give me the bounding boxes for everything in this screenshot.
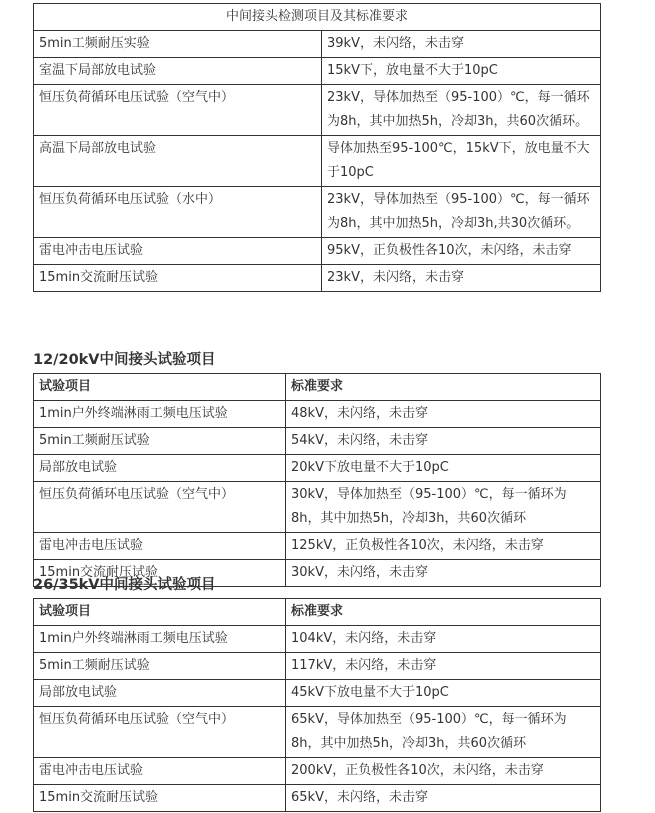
test-item-cell: 恒压负荷循环电压试验（水中） — [34, 187, 322, 238]
table-row — [34, 653, 601, 680]
test-item-cell: 5min工频耐压试验 — [34, 653, 286, 680]
table-row — [34, 482, 601, 533]
column-header-requirement: 标准要求 — [286, 599, 601, 626]
section-title-12-20kv: 12/20kV中间接头试验项目 — [33, 352, 216, 368]
table-row — [34, 680, 601, 707]
table-header-row — [34, 374, 601, 401]
requirement-cell: 95kV，正负极性各10次，未闪络，未击穿 — [322, 238, 601, 265]
requirement-cell: 23kV，导体加热至（95-100）℃，每一循环为8h，其中加热5h，冷却3h，共60次循环。 — [322, 85, 601, 136]
test-item-cell: 局部放电试验 — [34, 680, 286, 707]
table-row — [34, 401, 601, 428]
table-row — [34, 707, 601, 758]
requirement-cell: 30kV，未闪络，未击穿 — [286, 560, 601, 587]
table-row — [34, 136, 601, 187]
requirement-cell: 45kV下放电量不大于10pC — [286, 680, 601, 707]
table-row — [34, 187, 601, 238]
table-row — [34, 265, 601, 292]
test-item-cell: 恒压负荷循环电压试验（空气中） — [34, 707, 286, 758]
test-item-cell: 15min交流耐压试验 — [34, 785, 286, 812]
table-row — [34, 31, 601, 58]
requirement-cell: 65kV，未闪络，未击穿 — [286, 785, 601, 812]
table-caption: 中间接头检测项目及其标准要求 — [34, 4, 601, 31]
requirement-cell: 65kV，导体加热至（95-100）℃，每一循环为8h，其中加热5h，冷却3h，共60次循环 — [286, 707, 601, 758]
test-table-26-35kv — [33, 598, 601, 812]
table-caption-row — [34, 4, 601, 31]
test-item-cell: 局部放电试验 — [34, 455, 286, 482]
test-table-12-20kv — [33, 373, 601, 587]
requirement-cell: 54kV，未闪络，未击穿 — [286, 428, 601, 455]
requirement-cell: 23kV，导体加热至（95-100）℃，每一循环为8h，其中加热5h，冷却3h,共30次循环。 — [322, 187, 601, 238]
test-item-cell: 雷电冲击电压试验 — [34, 238, 322, 265]
table-row — [34, 785, 601, 812]
test-item-cell: 雷电冲击电压试验 — [34, 758, 286, 785]
test-item-cell: 雷电冲击电压试验 — [34, 533, 286, 560]
requirement-cell: 20kV下放电量不大于10pC — [286, 455, 601, 482]
test-item-cell: 15min交流耐压试验 — [34, 560, 286, 587]
requirement-cell: 15kV下，放电量不大于10pC — [322, 58, 601, 85]
table-row — [34, 238, 601, 265]
requirement-cell: 104kV，未闪络，未击穿 — [286, 626, 601, 653]
requirement-cell: 39kV，未闪络，未击穿 — [322, 31, 601, 58]
column-header-item: 试验项目 — [34, 374, 286, 401]
table-row — [34, 533, 601, 560]
requirement-cell: 117kV，未闪络，未击穿 — [286, 653, 601, 680]
column-header-item: 试验项目 — [34, 599, 286, 626]
table-row — [34, 58, 601, 85]
section-title-26-35kv: 26/35kV中间接头试验项目 — [33, 577, 216, 593]
joint-test-table — [33, 3, 601, 292]
column-header-requirement: 标准要求 — [286, 374, 601, 401]
table-row — [34, 85, 601, 136]
requirement-cell: 48kV，未闪络，未击穿 — [286, 401, 601, 428]
table-row — [34, 758, 601, 785]
requirement-cell: 200kV，正负极性各10次，未闪络，未击穿 — [286, 758, 601, 785]
test-item-cell: 15min交流耐压试验 — [34, 265, 322, 292]
table-header-row — [34, 599, 601, 626]
requirement-cell: 23kV，未闪络，未击穿 — [322, 265, 601, 292]
test-item-cell: 5min工频耐压试验 — [34, 428, 286, 455]
table-row — [34, 455, 601, 482]
test-item-cell: 恒压负荷循环电压试验（空气中） — [34, 482, 286, 533]
requirement-cell: 导体加热至95-100℃，15kV下，放电量不大于10pC — [322, 136, 601, 187]
table-row — [34, 626, 601, 653]
table-row — [34, 428, 601, 455]
requirement-cell: 30kV，导体加热至（95-100）℃，每一循环为8h，其中加热5h，冷却3h，共60次循环 — [286, 482, 601, 533]
test-item-cell: 室温下局部放电试验 — [34, 58, 322, 85]
test-item-cell: 5min工频耐压实验 — [34, 31, 322, 58]
requirement-cell: 125kV，正负极性各10次，未闪络，未击穿 — [286, 533, 601, 560]
test-item-cell: 高温下局部放电试验 — [34, 136, 322, 187]
test-item-cell: 1min户外终端淋雨工频电压试验 — [34, 401, 286, 428]
test-item-cell: 恒压负荷循环电压试验（空气中） — [34, 85, 322, 136]
test-item-cell: 1min户外终端淋雨工频电压试验 — [34, 626, 286, 653]
